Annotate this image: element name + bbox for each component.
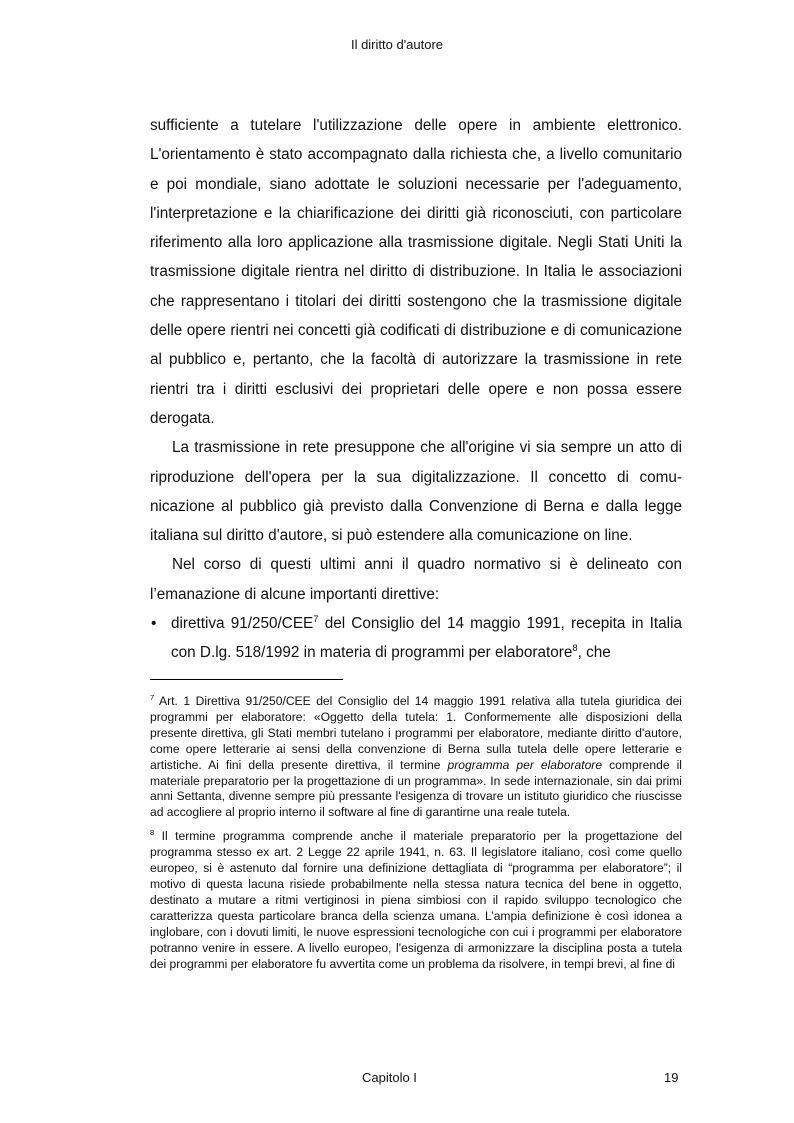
footnotes xyxy=(150,694,682,980)
bullet-item xyxy=(150,609,682,668)
footnote-8-marker: 8 xyxy=(150,828,155,838)
running-header: Il diritto d'autore xyxy=(350,37,444,52)
footnote-7-text-b: comprende il materiale preparatorio per la progettazione di un programma». In sede internazionale, sin dai primi anni Settanta, divenne sempre più pressante l'esigenza di trovare un istituto giuridico che riuscisse ad accogliere al proprio interno il software al fine di garantirne una reale tutela. xyxy=(150,757,682,820)
footnote-8-text: Il termine programma comprende anche il materiale preparatorio per la progettazione del programma stesso ex art. 2 Legge 22 aprile 1941, n. 63. Il legislatore italiano, così come quello europeo, si è astenuto dal fornire una definizione dettagliata di “programma per elaboratore”; il motivo di questa lacuna risiede probabilmente nella stessa natura tecnica del bene in oggetto, destinato a mutare a ritmi vertiginosi in piena simbiosi con il rapido sviluppo tecnologico che caratterizza questa particolare branca della scienza umana. L’ampia definizione è così idonea a inglobare, con i dovuti limiti, le nuove espressioni tecnologiche con cui i programmi per elaboratore potranno venire in essere. A livello europeo, l'esigenza di armonizzare la disciplina posta a tutela dei programmi per elaboratore fu avvertita come un problema da risolvere, in tempi brevi, al fine di xyxy=(150,829,682,971)
bullet-dot: • xyxy=(151,615,157,633)
footnote-8 xyxy=(150,829,682,972)
footnote-7 xyxy=(150,694,682,821)
footnote-separator xyxy=(150,679,343,680)
bullet-text-a: direttiva 91/250/CEE xyxy=(171,615,314,633)
main-text xyxy=(150,111,682,668)
footnote-ref-7[interactable]: 7 xyxy=(313,613,319,625)
footnote-7-text-a: Art. 1 Direttiva 91/250/CEE del Consiglio del 14 maggio 1991 relativa alla tutela giuridica dei programmi per elaboratore: «Oggetto della tutela: 1. Conformemente alle disposizioni della presente direttiva, gli Stati membri tutelano i programmi per elaboratore, mediante diritto d'autore, come opere letterarie ai sensi della convenzione di Berna sulla tutela delle opere letterarie e artistiche. Ai fini della presente direttiva, il termine xyxy=(150,694,682,772)
footnote-7-marker: 7 xyxy=(150,692,155,702)
page-number: 19 xyxy=(664,1070,679,1085)
footnote-7-italic: programma per elaboratore xyxy=(447,757,603,772)
bullet-text-b: del Consiglio del 14 maggio 1991, recepita in Italia con D.lg. 518/1992 in materia di programmi per elaboratore xyxy=(171,615,682,662)
footnote-ref-8[interactable]: 8 xyxy=(572,643,578,655)
paragraph-3: Nel corso di questi ultimi anni il quadro normativo si è delineato con l’emanazione di alcune importanti direttive: xyxy=(150,556,682,603)
bullet-text-c: , che xyxy=(577,644,611,662)
paragraph-1: sufficiente a tutelare l'utilizzazione delle opere in ambiente elettronico. L'orientamento è stato accompagnato dalla richiesta che, a livello comunitario e poi mondiale, siano adottate le soluzioni necessarie per l'adeguamento, l'interpretazione e la chiarificazione dei diritti già riconosciuti, con particolare riferimento alla loro applicazione alla trasmissione digitale. Negli Stati Uniti la trasmissione digitale rientra nel diritto di distribuzione. In Italia le associazioni che rappresentano i titolari dei diritti sostengono che la trasmissione digitale delle opere rientri nei concetti già codificati di distribuzione e di comunicazione al pubblico e, pertanto, che la facoltà di autorizzare la trasmissione in rete rientri tra i diritti esclusivi dei proprietari delle opere e non possa essere derogata. xyxy=(150,117,682,427)
footer-chapter: Capitolo I xyxy=(362,1070,417,1085)
paragraph-2: La trasmissione in rete presuppone che all'origine vi sia sempre un atto di riproduzione dell'opera per la sua digitalizzazione. Il concetto di comu-nicazione al pubblico già previsto dalla Convenzione di Berna e dalla legge italiana sul diritto d'autore, si può estendere alla comunicazione on line. xyxy=(150,439,682,545)
